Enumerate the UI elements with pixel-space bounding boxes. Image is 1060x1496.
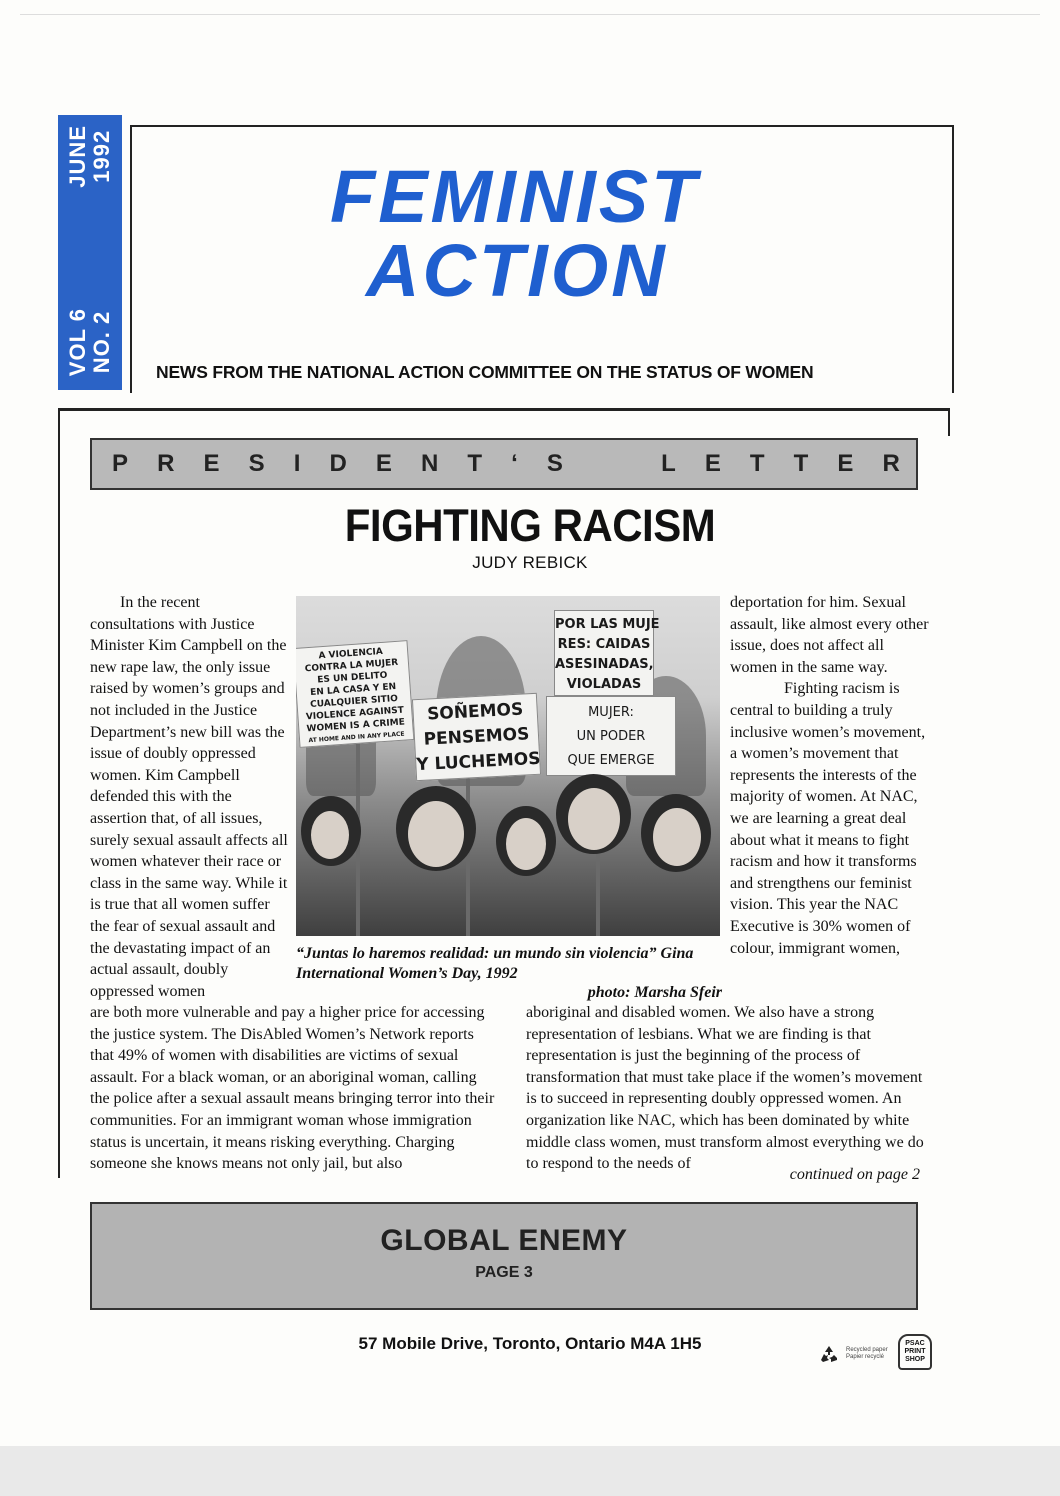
banner-letter: S	[546, 450, 563, 477]
protest-sign-mujer-poder	[546, 696, 676, 776]
sign-line: WOMEN IS A CRIME	[306, 717, 406, 735]
banner-letter: E	[375, 450, 392, 477]
sign-line: UN PODER	[576, 729, 646, 744]
newsletter-subtitle: NEWS FROM THE NATIONAL ACTION COMMITTEE ON THE STATUS OF WOMEN	[156, 362, 814, 382]
issue-date	[66, 125, 114, 188]
sign-line: ES UN DELITO	[316, 670, 388, 686]
banner-letter: I	[293, 450, 301, 477]
sign-line: Y LUCHEMOS	[415, 748, 541, 776]
union-print-badge	[898, 1334, 932, 1370]
newsletter-title	[330, 155, 750, 312]
right-rule	[948, 408, 950, 436]
banner-letter: R	[157, 450, 175, 477]
issue-year: 1992	[89, 129, 114, 183]
banner-letter: L	[661, 450, 676, 477]
sign-line: A VIOLENCIA	[318, 646, 384, 662]
article-byline: JUDY REBICK	[472, 553, 588, 572]
teaser-page: PAGE 3	[475, 1264, 533, 1281]
sign-line: VIOLADAS	[566, 677, 642, 692]
banner-letter: S	[248, 450, 265, 477]
title-line-1: FEMINIST	[330, 155, 700, 238]
scan-bottom-band	[0, 1446, 1060, 1496]
banner-letter: E	[203, 450, 220, 477]
banner-letter: E	[704, 450, 721, 477]
column-right-para-1: deportation for him. Sexual assault, like almost every other issue, does not affect all women in the same way.	[730, 594, 929, 676]
marcher-face	[408, 801, 464, 867]
top-edge-line	[20, 14, 1040, 15]
global-enemy-teaser	[90, 1202, 918, 1310]
banner-letter: R	[882, 450, 900, 477]
sign-line: MUJER:	[588, 705, 634, 720]
article-column-right	[730, 592, 930, 959]
banner-letter: N	[420, 450, 439, 477]
protest-sign-violencia	[296, 640, 414, 748]
issue-strip	[58, 115, 122, 390]
badge-line: PSAC	[905, 1340, 925, 1347]
sign-line: CONTRA LA MUJER	[304, 657, 399, 675]
banner-letter: T	[793, 450, 809, 477]
volume-label: VOL 6	[65, 307, 90, 376]
sign-line: PENSEMOS	[423, 724, 530, 750]
banner-letter: D	[329, 450, 347, 477]
sign-line: VIOLENCE AGAINST	[305, 705, 405, 723]
number-label: NO. 2	[89, 310, 114, 374]
marcher-face	[311, 811, 349, 859]
sign-line: CUALQUIER SITIO	[309, 693, 399, 711]
marcher-face	[653, 808, 701, 866]
continued-note: continued on page 2	[789, 1166, 920, 1183]
photo-caption: “Juntas lo haremos realidad: un mundo sin violencia” Gina International Women’s Day, 1992	[296, 945, 694, 982]
marcher-face	[506, 818, 546, 870]
footer-address: 57 Mobile Drive, Toronto, Ontario M4A 1H5	[358, 1334, 702, 1353]
sign-line: QUE EMERGE	[567, 753, 655, 768]
article-bottom-right: aboriginal and disabled women. We also have a strong representation of lesbians. What we are finding is that representation is just the beginning of the process of transformation that must take place if the women’s movement is to succeed in representing doubly oppressed women. An organization like NAC, which has been dominated by white middle class women, must transform almost everything we do to respond to the needs of	[526, 1004, 924, 1173]
banner-letter: ‘	[511, 450, 518, 477]
march-photo	[296, 596, 720, 936]
marcher-face	[568, 788, 620, 850]
masthead-divider	[58, 408, 950, 411]
sign-line: EN LA CASA Y EN	[309, 682, 397, 699]
column-left-text: In the recent consultations with Justice Minister Kim Campbell on the new rape law, the only issue raised by women’s groups and not included in the Justice Department’s new bill was the issue of doubly oppressed women. Kim Campbell defended this with the assertion that, of all issues, surely sexual assault affects all women whatever their race or class in the same way. While it is true that all women suffer the fear of sexual assault and the devastating impact of an actual assault, doubly oppressed women	[90, 594, 288, 1000]
banner-letter: T	[467, 450, 483, 477]
title-line-2: ACTION	[366, 229, 668, 312]
protest-sign-sonemos	[412, 693, 541, 781]
protest-sign-mujeres	[554, 610, 660, 696]
presidents-letter-banner	[90, 438, 918, 490]
banner-letter: T	[749, 450, 765, 477]
recycled-paper-note: Recycled paper Papier recyclé	[846, 1347, 888, 1360]
article-bottom-left: are both more vulnerable and pay a higher price for accessing the justice system. The DisAbled Women’s Network reports that 49% of women with disabilities are victims of sexual assault. For a black woman, or an aboriginal woman, calling the police after a sexual assault means bringing terror into their communities. For an immigrant woman whose immigration status is uncertain, it means risking everything. Charging someone she knows means not only jail, but also	[90, 1004, 495, 1173]
sign-line: POR LAS MUJE	[555, 617, 660, 632]
photo-credit: photo: Marsha Sfeir	[587, 984, 722, 1001]
issue-volume	[66, 308, 114, 376]
issue-month: JUNE	[65, 125, 90, 188]
banner-letter: P	[112, 450, 129, 477]
article-column-left	[90, 592, 288, 1002]
sign-line: AT HOME AND IN ANY PLACE	[308, 730, 405, 745]
badge-line: SHOP	[905, 1356, 925, 1363]
teaser-title: GLOBAL ENEMY	[380, 1224, 628, 1257]
banner-letter: E	[837, 450, 854, 477]
sign-line: SOÑEMOS	[426, 699, 524, 725]
sign-line: ASESINADAS,	[555, 657, 654, 672]
recycle-icon	[818, 1344, 840, 1366]
sign-line: RES: CAIDAS	[557, 637, 651, 652]
article-headline: FIGHTING RACISM	[344, 500, 716, 551]
badge-line: PRINT	[904, 1348, 926, 1355]
column-right-para-2: Fighting racism is central to building a truly inclusive women’s movement, a women’s movement that represents the interests of the majority of women. At NAC, we are learning a great deal about what it means to fight racism and how it transforms and strengthens our feminist vision. This year the NAC Executive is 30% women of colour, immigrant women,	[730, 680, 926, 957]
left-rule	[58, 408, 60, 1178]
